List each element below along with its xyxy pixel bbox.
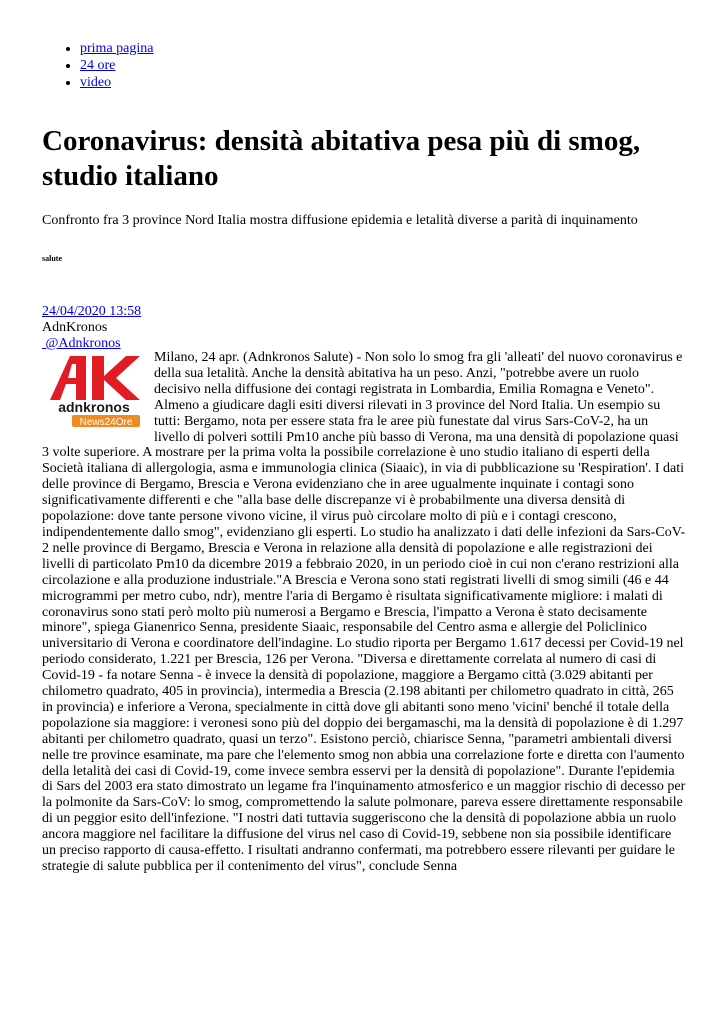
article-body-container: [42, 350, 687, 875]
article-title: Coronavirus: densità abitativa pesa più di smog, studio italiano: [42, 125, 641, 192]
nav-item-video: [80, 74, 153, 91]
nav-item-24-ore: [80, 57, 153, 74]
nav-link-video[interactable]: video: [80, 75, 112, 90]
article-date-link[interactable]: 24/04/2020 13:58: [42, 304, 142, 319]
article-meta: [42, 304, 141, 352]
logo-k-arms: [104, 356, 140, 400]
article-source: AdnKronos: [42, 320, 108, 335]
adnkronos-logo: [42, 354, 146, 428]
article-category: salute: [42, 254, 62, 263]
nav-link-prima-pagina[interactable]: prima pagina: [80, 41, 154, 56]
nav-link-24-ore[interactable]: 24 ore: [80, 58, 116, 73]
article-subtitle: Confronto fra 3 province Nord Italia mostra diffusione epidemia e letalità diverse a parità di inquinamento: [42, 213, 638, 228]
adnkronos-logo-icon: [42, 354, 146, 428]
logo-brand-text: adnkronos: [58, 399, 130, 415]
article-body: Milano, 24 apr. (Adnkronos Salute) - Non solo lo smog fra gli 'alleati' del nuovo coronavirus e della sua letalità. Anche la densità abitativa ha un peso. Anzi, "potrebbe avere un ruolo decisivo nella diffusione dei contagi registrata in Lombardia, Emilia Romagna e Veneto". Almeno a giudicare dagli esiti diversi rilevati in 3 province del Nord Italia. Un esempio su tutti: Bergamo, nota per essere stata fra le aree più funestate dal virus Sars-CoV-2, ha un livello di polveri sottili Pm10 anche più basso di Verona, ma una densità di popolazione quasi 3 volte superiore. A mostrare per la prima volta la possibile correlazione è uno studio italiano di esperti della Società italiana di allergologia, asma e immunologia clinica (Siaaic), in via di pubblicazione su 'Respiration'. I dati delle province di Bergamo, Brescia e Verona evidenziano che in aree ugualmente inquinate i contagi sono significativamente differenti e che "alla base delle discrepanze vi è probabilmente una diversa densità di popolazione: dove tante persone vivono vicine, il virus può circolare molto di più e i contagi crescono, indipendentemente dallo smog", evidenziano gli esperti. Lo studio ha analizzato i dati delle infezioni da Sars-CoV-2 nelle province di Bergamo, Brescia e Verona in relazione alla densità di popolazione e alle registrazioni dei livelli di particolato Pm10 da dicembre 2019 a febbraio 2020, in un periodo cioè in cui non c'erano restrizioni alla circolazione e alla produzione industriale."A Brescia e Verona sono stati registrati livelli di smog simili (46 e 44 microgrammi per metro cubo, ndr), mentre l'aria di Bergamo è risultata significativamente migliore: i malati di coronavirus sono stati però molto più numerosi a Bergamo e Brescia, l'impatto a Verona è stato decisamente minore", spiega Gianenrico Senna, presidente Siaaic, responsabile del Centro asma e allergie del Policlinico universitario di Verona e coordinatore dell'indagine. Lo studio riporta per Bergamo 1.617 decessi per Covid-19 nel periodo considerato, 1.221 per Brescia, 126 per Verona. "Diversa e direttamente correlata al numero di casi di Covid-19 - fa notare Senna - è invece la densità di popolazione, maggiore a Bergamo città (3.029 abitanti per chilometro quadrato, 405 in provincia), intermedia a Brescia (2.198 abitanti per chilometro quadrato in città, 265 in provincia) e inferiore a Verona, specialmente in città dove gli abitanti sono meno 'vicini' benché il totale della popolazione sia maggiore: i veronesi sono più del doppio dei bergamaschi, ma la densità di popolazione è di 1.297 abitanti per chilometro quadrato, quasi un terzo". Esistono perciò, chiarisce Senna, "parametri ambientali diversi nelle tre province esaminate, ma pare che l'elemento smog non abbia una correlazione forte e diretta con l'aumento della letalità dei casi di Covid-19, come invece sembra esservi per la densità di popolazione". Durante l'epidemia di Sars del 2003 era stato dimostrato un legame fra l'inquinamento atmosferico e un maggior rischio di decesso per la polmonite da Sars-CoV: lo smog, compromettendo la salute polmonare, pareva essere direttamente responsabile di un peggior esito dell'infezione. "I nostri dati tuttavia suggeriscono che la densità di popolazione abbia un ruolo ancora maggiore nel facilitare la diffusione del virus nel caso di Covid-19, sebbene non sia possibile identificare un preciso rapporto di causa-effetto. I risultati andranno confermati, ma potrebbero essere rilevanti per guidare le strategie di salute pubblica per il contenimento del virus", conclude Senna: [42, 350, 686, 874]
nav-item-prima-pagina: [80, 40, 153, 57]
logo-k-stem: [92, 356, 104, 400]
author-handle-link[interactable]: @Adnkronos: [42, 336, 121, 351]
logo-badge-text: News24Ore: [79, 417, 133, 428]
top-nav: [42, 40, 153, 91]
